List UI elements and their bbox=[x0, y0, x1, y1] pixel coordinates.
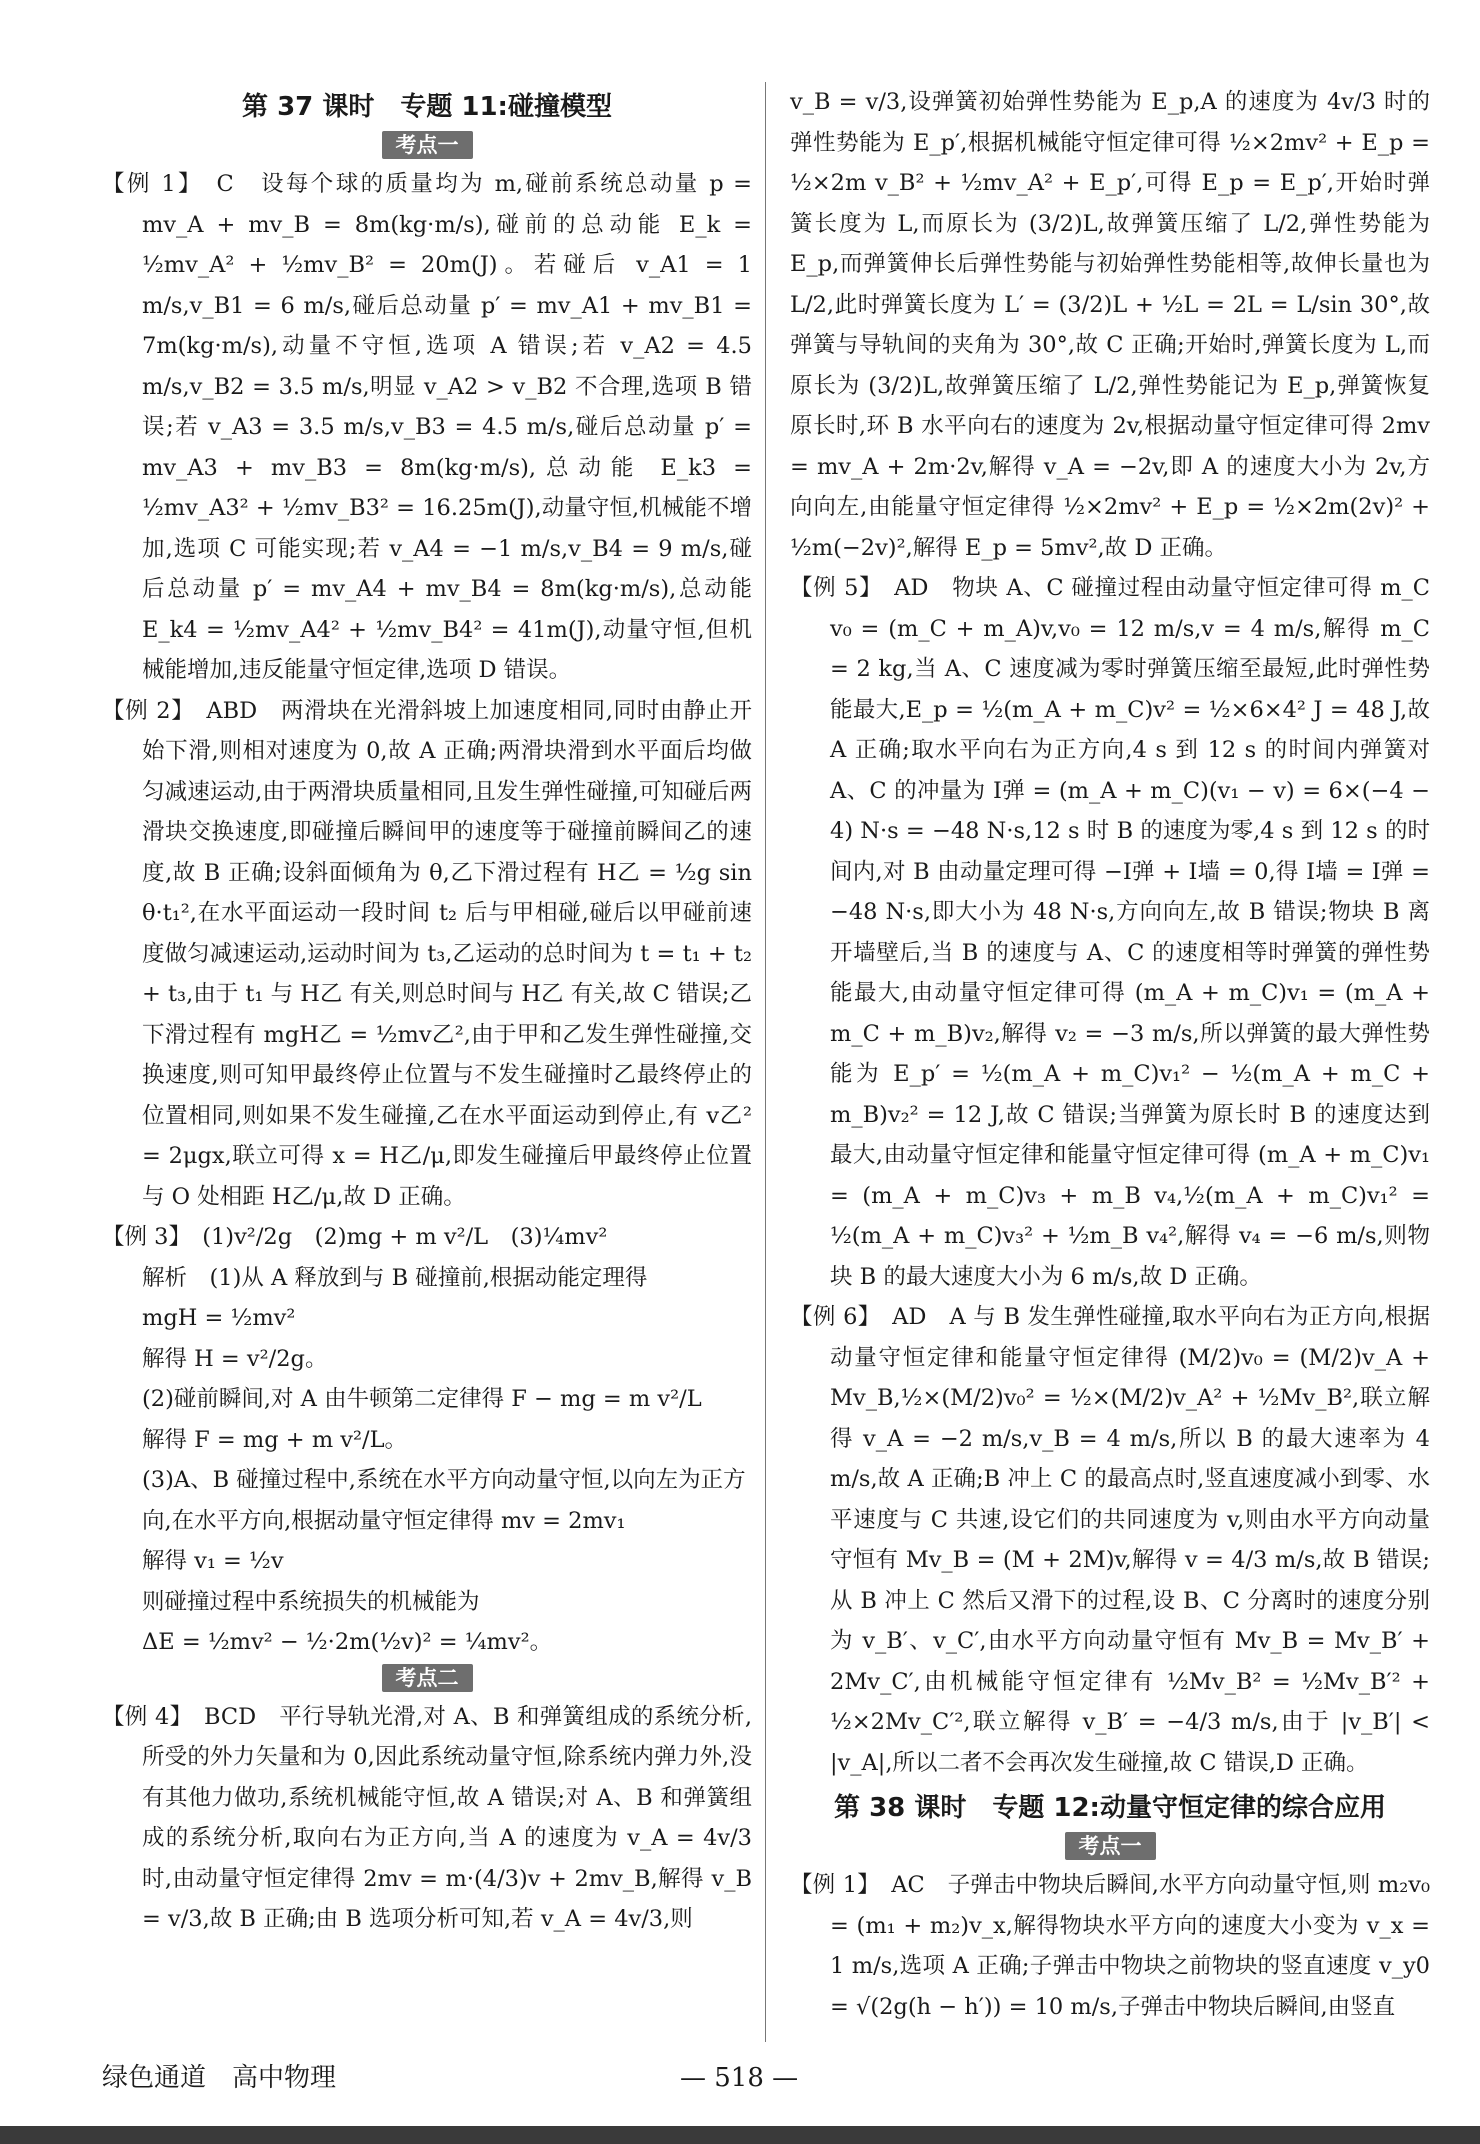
bottom-border bbox=[0, 2126, 1480, 2144]
left-column bbox=[102, 82, 752, 1940]
example-2-solution: 【例 2】 ABD 两滑块在光滑斜坡上加速度相同,同时由静止开始下滑,则相对速度为 0,故 A 正确;两滑块滑到水平面后均做匀减速运动,由于两滑块质量相同,且发生弹性碰撞,可知碰后两滑块交换速度,即碰撞后瞬间甲的速度等于碰撞前瞬间乙的速度,故 B 正确;设斜面倾角为 θ,乙下滑过程有 H乙 = ½g sin θ·t₁²,在水平面运动一段时间 t₂ 后与甲相碰,碰后以甲碰前速度做匀减速运动,运动时间为 t₃,乙运动的总时间为 t = t₁ + t₂ + t₃,由于 t₁ 与 H乙 有关,则总时间与 H乙 有关,故 C 错误;乙下滑过程有 mgH乙 = ½mv乙²,由于甲和乙发生弹性碰撞,交换速度,则可知甲最终停止位置与不发生碰撞时乙最终停止的位置相同,则如果不发生碰撞,乙在水平面运动到停止,有 v乙² = 2μgx,联立可得 x = H乙/μ,即发生碰撞后甲最终停止位置与 O 处相距 H乙/μ,故 D 正确。 bbox=[102, 697, 752, 1210]
example-3-line: (3)A、B 碰撞过程中,系统在水平方向动量守恒,以向左为正方向,在水平方向,根据动量守恒定律得 mv = 2mv₁ bbox=[142, 1467, 746, 1534]
lesson-37-title: 第 37 课时 专题 11:碰撞模型 bbox=[242, 92, 612, 122]
section-badge-2: 考点二 bbox=[382, 1664, 473, 1692]
example-4-solution: 【例 4】 BCD 平行导轨光滑,对 A、B 和弹簧组成的系统分析,所受的外力矢量和为 0,因此系统动量守恒,除系统内弹力外,没有其他力做功,系统机械能守恒,故 A 错误;对 A、B 和弹簧组成的系统分析,取向右为正方向,当 A 的速度为 v_A = 4v/3 时,由动量守恒定律得 2mv = m·(4/3)v + 2mv_B,解得 v_B = v/3,故 B 正确;由 B 选项分析可知,若 v_A = 4v/3,则 bbox=[102, 1703, 752, 1932]
example-3-line: 解得 v₁ = ½v bbox=[142, 1548, 284, 1574]
example-3-line: 则碰撞过程中系统损失的机械能为 bbox=[142, 1588, 480, 1615]
section-badge-3: 考点一 bbox=[1065, 1832, 1156, 1860]
column-divider bbox=[765, 82, 766, 2042]
example-3-line: (2)碰前瞬间,对 A 由牛顿第二定律得 F − mg = m v²/L bbox=[142, 1386, 702, 1412]
example-3-line: 解析 (1)从 A 释放到与 B 碰撞前,根据动能定理得 bbox=[142, 1264, 648, 1291]
example-3-line: 解得 H = v²/2g。 bbox=[142, 1345, 328, 1372]
lesson-38-title: 第 38 课时 专题 12:动量守恒定律的综合应用 bbox=[834, 1793, 1386, 1823]
book-title: 绿色通道 高中物理 bbox=[102, 2063, 337, 2093]
right-column bbox=[790, 82, 1430, 2027]
example-3-answer: 【例 3】 (1)v²/2g (2)mg + m v²/L (3)¼mv² bbox=[102, 1224, 608, 1250]
example-3-line: ΔE = ½mv² − ½·2m(½v)² = ¼mv²。 bbox=[142, 1629, 553, 1655]
lesson-38-example-1-solution: 【例 1】 AC 子弹击中物块后瞬间,水平方向动量守恒,则 m₂v₀ = (m₁ + m₂)v_x,解得物块水平方向的速度大小变为 v_x = 1 m/s,选项 A 正确;子弹击中物块之前物块的竖直速度 v_y0 = √(2g(h − h′)) = 10 m/s,子弹击中物块后瞬间,由竖直 bbox=[790, 1872, 1430, 2020]
example-3-line: mgH = ½mv² bbox=[142, 1305, 296, 1331]
section-badge-1: 考点一 bbox=[382, 131, 473, 159]
example-5-solution: 【例 5】 AD 物块 A、C 碰撞过程由动量守恒定律可得 m_C v₀ = (m_C + m_A)v,v₀ = 12 m/s,v = 4 m/s,解得 m_C = 2 kg,当 A、C 速度减为零时弹簧压缩至最短,此时弹性势能最大,E_p = ½(m_A + m_C)v² = ½×6×4² J = 48 J,故 A 正确;取水平向右为正方向,4 s 到 12 s 的时间内弹簧对 A、C 的冲量为 I弹 = (m_A + m_C)(v₁ − v) = 6×(−4 − 4) N·s = −48 N·s,12 s 时 B 的速度为零,4 s 到 12 s 的时间内,对 B 由动量定理可得 −I弹 + I墙 = 0,得 I墙 = I弹 = −48 N·s,即大小为 48 N·s,方向向左,故 B 错误;物块 B 离开墙壁后,当 B 的速度与 A、C 的速度相等时弹簧的弹性势能最大,由动量守恒定律可得 (m_A + m_C)v₁ = (m_A + m_C + m_B)v₂,解得 v₂ = −3 m/s,所以弹簧的最大弹性势能为 E_p′ = ½(m_A + m_C)v₁² − ½(m_A + m_C + m_B)v₂² = 12 J,故 C 错误;当弹簧为原长时 B 的速度达到最大,由动量守恒定律和能量守恒定律可得 (m_A + m_C)v₁ = (m_A + m_C)v₃ + m_B v₄,½(m_A + m_C)v₁² = ½(m_A + m_C)v₃² + ½m_B v₄²,解得 v₄ = −6 m/s,则物块 B 的最大速度大小为 6 m/s,故 D 正确。 bbox=[790, 575, 1430, 1290]
example-4-continued: v_B = v/3,设弹簧初始弹性势能为 E_p,A 的速度为 4v/3 时的弹性势能为 E_p′,根据机械能守恒定律可得 ½×2mv² + E_p = ½×2m v_B² + ½mv_A² + E_p′,可得 E_p = E_p′,开始时弹簧长度为 L,而原长为 (3/2)L,故弹簧压缩了 L/2,弹性势能为 E_p,而弹簧伸长后弹性势能与初始弹性势能相等,故伸长量也为 L/2,此时弹簧长度为 L′ = (3/2)L + ½L = 2L = L/sin 30°,故弹簧与导轨间的夹角为 30°,故 C 正确;开始时,弹簧长度为 L,而原长为 (3/2)L,故弹簧压缩了 L/2,弹性势能记为 E_p,弹簧恢复原长时,环 B 水平向右的速度为 2v,根据动量守恒定律可得 2mv = mv_A + 2m·2v,解得 v_A = −2v,即 A 的速度大小为 2v,方向向左,由能量守恒定律得 ½×2mv² + E_p = ½×2m(2v)² + ½m(−2v)²,解得 E_p = 5mv²,故 D 正确。 bbox=[790, 89, 1430, 561]
page-number: — 518 — bbox=[680, 2063, 799, 2093]
example-3-line: 解得 F = mg + m v²/L。 bbox=[142, 1426, 408, 1453]
example-6-solution: 【例 6】 AD A 与 B 发生弹性碰撞,取水平向右为正方向,根据动量守恒定律和能量守恒定律得 (M/2)v₀ = (M/2)v_A + Mv_B,½×(M/2)v₀² = ½×(M/2)v_A² + ½Mv_B²,联立解得 v_A = −2 m/s,v_B = 4 m/s,所以 B 的最大速率为 4 m/s,故 A 正确;B 冲上 C 的最高点时,竖直速度减小到零、水平速度与 C 共速,设它们的共同速度为 v,则由水平方向动量守恒有 Mv_B = (M + 2M)v,解得 v = 4/3 m/s,故 B 错误;从 B 冲上 C 然后又滑下的过程,设 B、C 分离时的速度分别为 v_B′、v_C′,由水平方向动量守恒有 Mv_B = Mv_B′ + 2Mv_C′,由机械能守恒定律有 ½Mv_B² = ½Mv_B′² + ½×2Mv_C′²,联立解得 v_B′ = −4/3 m/s,由于 |v_B′| < |v_A|,所以二者不会再次发生碰撞,故 C 错误,D 正确。 bbox=[790, 1304, 1430, 1776]
example-1-solution: 【例 1】 C 设每个球的质量均为 m,碰前系统总动量 p = mv_A + mv_B = 8m(kg·m/s),碰前的总动能 E_k = ½mv_A² + ½mv_B² = 20m(J)。若碰后 v_A1 = 1 m/s,v_B1 = 6 m/s,碰后总动量 p′ = mv_A1 + mv_B1 = 7m(kg·m/s),动量不守恒,选项 A 错误;若 v_A2 = 4.5 m/s,v_B2 = 3.5 m/s,明显 v_A2 > v_B2 不合理,选项 B 错误;若 v_A3 = 3.5 m/s,v_B3 = 4.5 m/s,碰后总动量 p′ = mv_A3 + mv_B3 = 8m(kg·m/s),总动能 E_k3 = ½mv_A3² + ½mv_B3² = 16.25m(J),动量守恒,机械能不增加,选项 C 可能实现;若 v_A4 = −1 m/s,v_B4 = 9 m/s,碰后总动量 p′ = mv_A4 + mv_B4 = 8m(kg·m/s),总动能 E_k4 = ½mv_A4² + ½mv_B4² = 41m(J),动量守恒,但机械能增加,违反能量守恒定律,选项 D 错误。 bbox=[102, 171, 752, 683]
